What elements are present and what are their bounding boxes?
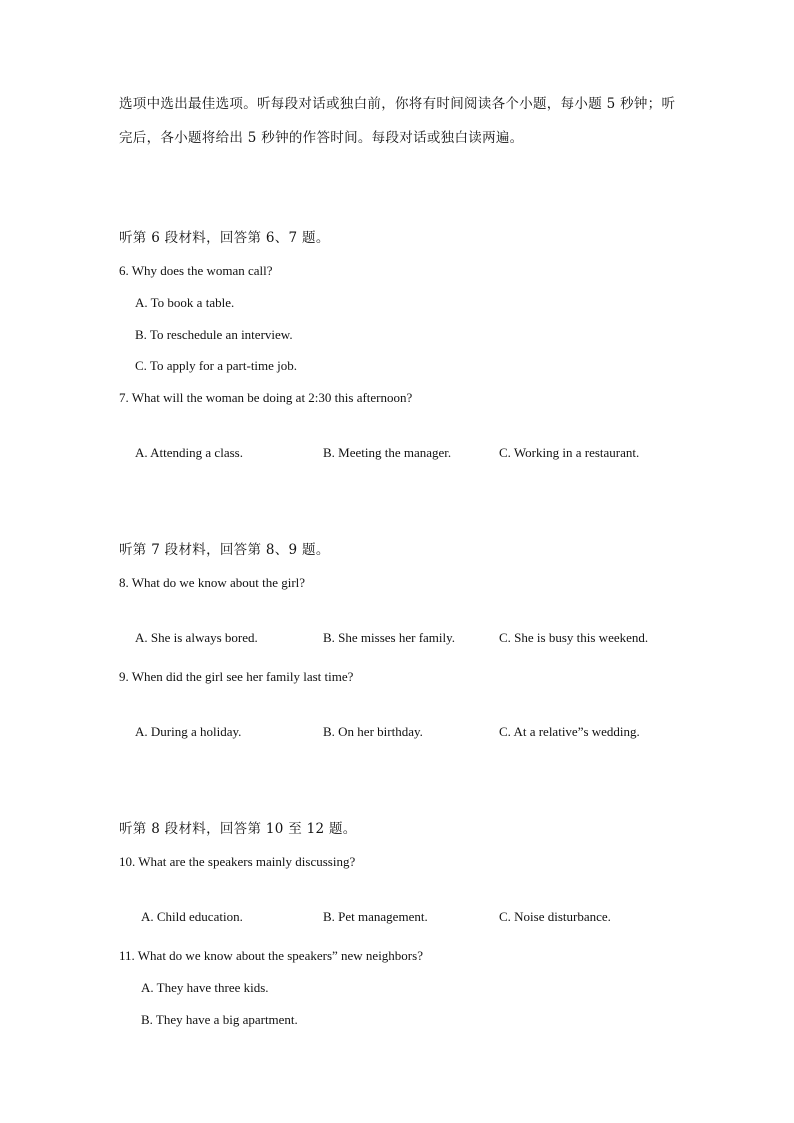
section-heading-7: 听第 7 段材料，回答第 8、9 题。 <box>119 542 330 558</box>
question-7-option-a: A. Attending a class. <box>135 445 243 460</box>
question-11-option-a: A. They have three kids. <box>141 980 269 995</box>
question-8: 8. What do we know about the girl? <box>119 575 306 590</box>
question-9-option-b: B. On her birthday. <box>323 724 423 739</box>
question-8-option-c: C. She is busy this weekend. <box>499 630 649 645</box>
question-10-option-b: B. Pet management. <box>323 909 428 924</box>
question-6-option-b: B. To reschedule an interview. <box>135 327 293 342</box>
question-10-option-a: A. Child education. <box>141 909 243 924</box>
question-9-option-a: A. During a holiday. <box>135 724 242 739</box>
question-8-option-a: A. She is always bored. <box>135 630 258 645</box>
question-8-option-b: B. She misses her family. <box>323 630 456 645</box>
question-7-option-b: B. Meeting the manager. <box>323 445 452 460</box>
question-6-option-a: A. To book a table. <box>135 295 235 310</box>
instructions-line-2: 完后，各小题将给出 5 秒钟的作答时间。每段对话或独白读两遍。 <box>119 130 524 146</box>
question-11: 11. What do we know about the speakers” new neighbors? <box>119 948 423 963</box>
instructions-line-1: 选项中选出最佳选项。听每段对话或独白前，你将有时间阅读各个小题，每小题 5 秒钟；听 <box>119 96 676 112</box>
section-heading-8: 听第 8 段材料，回答第 10 至 12 题。 <box>119 821 357 837</box>
question-9-option-c: C. At a relative”s wedding. <box>499 724 640 739</box>
question-11-option-b: B. They have a big apartment. <box>141 1012 298 1027</box>
question-6: 6. Why does the woman call? <box>119 263 273 278</box>
question-9: 9. When did the girl see her family last time? <box>119 669 354 684</box>
question-10: 10. What are the speakers mainly discussing? <box>119 854 356 869</box>
question-6-option-c: C. To apply for a part-time job. <box>135 358 298 373</box>
section-heading-6: 听第 6 段材料，回答第 6、7 题。 <box>119 230 330 246</box>
question-7: 7. What will the woman be doing at 2:30 this afternoon? <box>119 390 413 405</box>
question-7-option-c: C. Working in a restaurant. <box>499 445 640 460</box>
question-10-option-c: C. Noise disturbance. <box>499 909 611 924</box>
